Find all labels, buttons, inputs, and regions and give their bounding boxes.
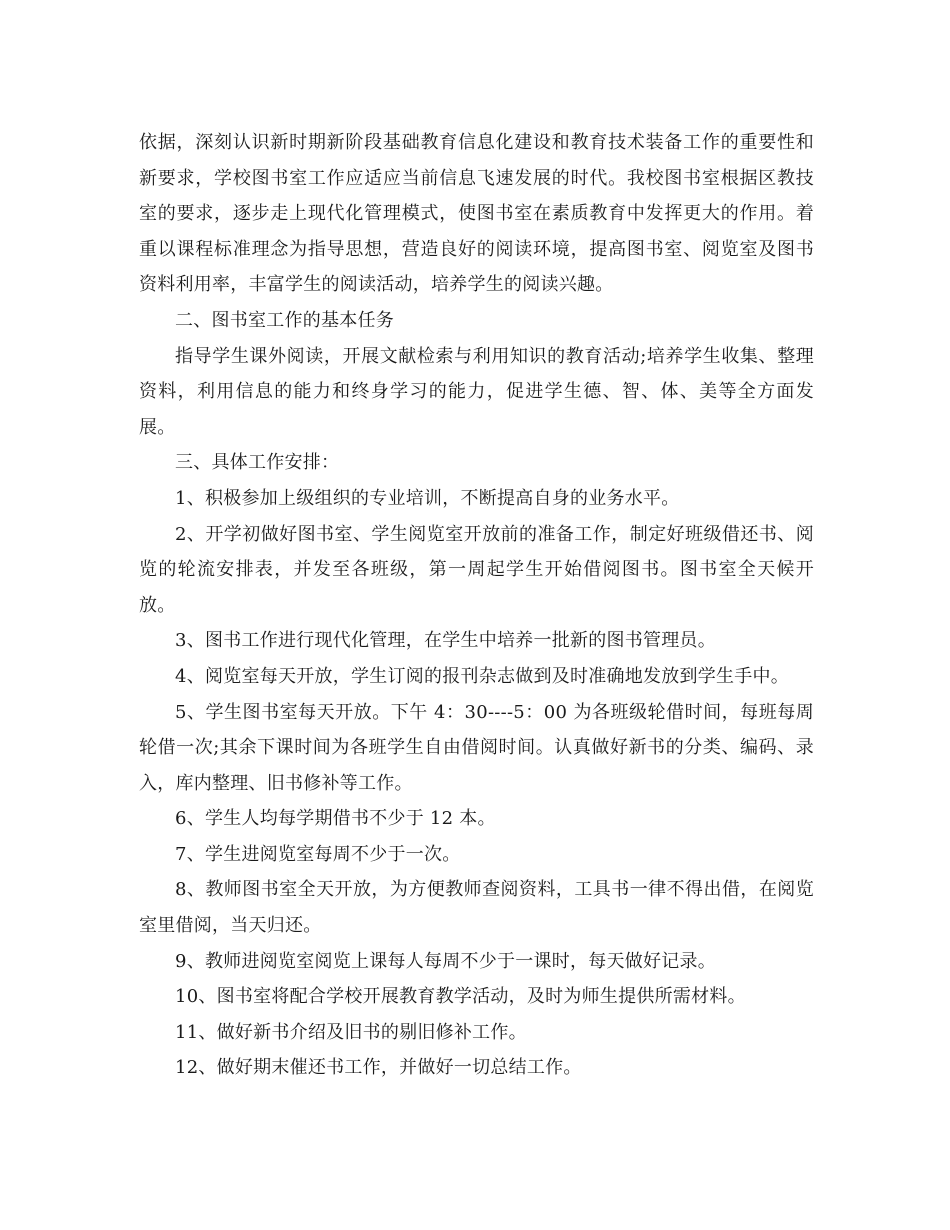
list-item-3: 3、图书工作进行现代化管理，在学生中培养一批新的图书管理员。 [175, 630, 716, 652]
section-heading-work-arrangement: 三、具体工作安排： [175, 452, 340, 474]
list-item-11: 11、做好新书介绍及旧书的剔旧修补工作。 [175, 1021, 527, 1043]
list-item-8: 8、教师图书室全天开放，为方便教师查阅资料，工具书一律不得出借，在阅览室里借阅，当天归还。 [139, 879, 814, 937]
list-item-5: 5、学生图书室每天开放。下午 4：30----5：00 为各班级轮借时间，每班每周轮借一次;其余下课时间为各班学生自由借阅时间。认真做好新书的分类、编码、录入，库内整理、旧书修补等工作。 [139, 701, 814, 794]
paragraph-basic-tasks: 指导学生课外阅读，开展文献检索与利用知识的教育活动;培养学生收集、整理资料，利用信息的能力和终身学习的能力，促进学生德、智、体、美等全方面发展。 [139, 345, 814, 438]
document-body [139, 125, 814, 1086]
section-heading-basic-tasks: 二、图书室工作的基本任务 [175, 309, 394, 331]
list-item-2: 2、开学初做好图书室、学生阅览室开放前的准备工作，制定好班级借还书、阅览的轮流安排表，并发至各班级，第一周起学生开始借阅图书。图书室全天候开放。 [139, 523, 814, 616]
list-item-1: 1、积极参加上级组织的专业培训，不断提高自身的业务水平。 [175, 487, 680, 509]
list-item-7: 7、学生进阅览室每周不少于一次。 [175, 843, 461, 865]
list-item-10: 10、图书室将配合学校开展教育教学活动，及时为师生提供所需材料。 [175, 986, 746, 1008]
list-item-4: 4、阅览室每天开放，学生订阅的报刊杂志做到及时准确地发放到学生手中。 [175, 665, 789, 687]
list-item-9: 9、教师进阅览室阅览上课每人每周不少于一课时，每天做好记录。 [175, 950, 716, 972]
list-item-6: 6、学生人均每学期借书不少于 12 本。 [175, 808, 496, 830]
paragraph-intro: 依据，深刻认识新时期新阶段基础教育信息化建设和教育技术装备工作的重要性和新要求，学校图书室工作应适应当前信息飞速发展的时代。我校图书室根据区教技室的要求，逐步走上现代化管理模式，使图书室在素质教育中发挥更大的作用。着重以课程标准理念为指导思想，营造良好的阅读环境，提高图书室、阅览室及图书资料利用率，丰富学生的阅读活动，培养学生的阅读兴趣。 [139, 132, 814, 296]
list-item-12: 12、做好期末催还书工作，并做好一切总结工作。 [175, 1057, 582, 1079]
